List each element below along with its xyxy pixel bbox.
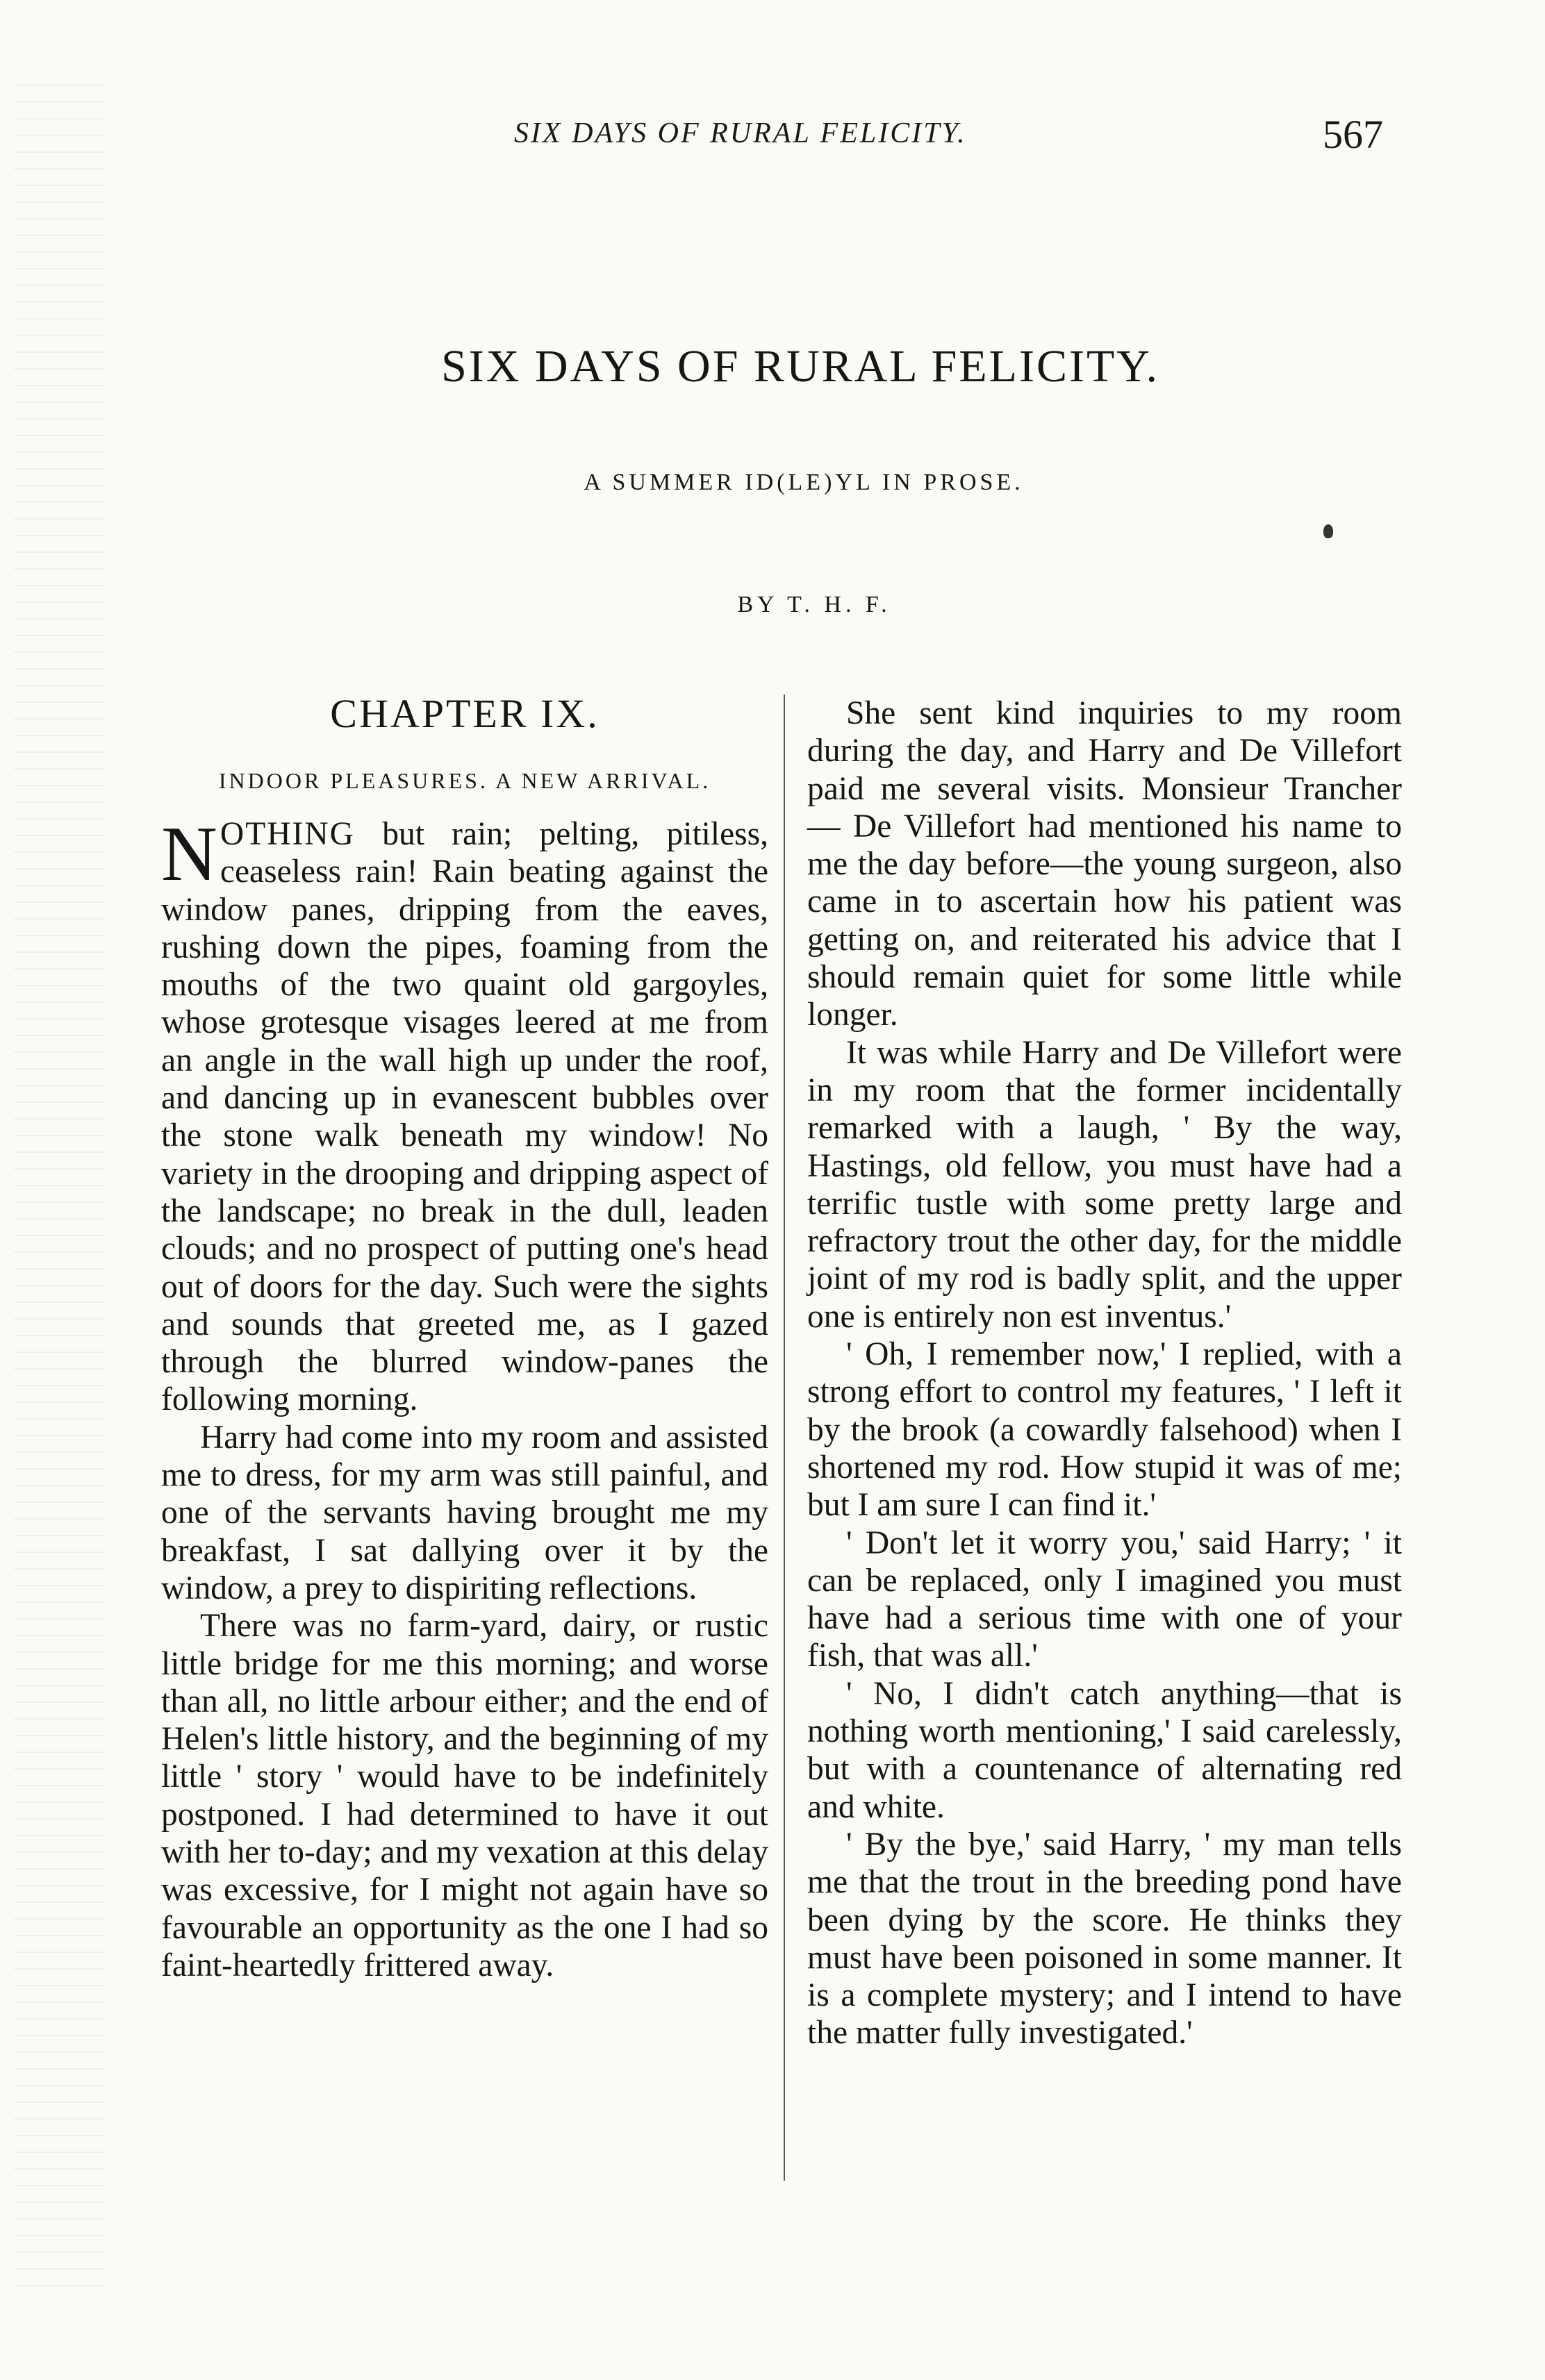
lead-word: OTHING xyxy=(220,816,355,852)
paragraph: It was while Harry and De Villefort were in my room that the former incidentally remarked with a laugh, ' By the way, Hastings, old fellow, you must have had a terrific tustle with some pretty large and refractory trout the other day, for the middle joint of my rod is badly split, and the upper one is entirely non est inventus.' xyxy=(807,1034,1402,1335)
chapter-subheading: INDOOR PLEASURES. A NEW ARRIVAL. xyxy=(218,768,711,793)
paragraph: ' Oh, I remember now,' I replied, with a strong effort to control my features, ' I left it by the brook (a cowardly falsehood) when I shortened my rod. How stupid it was of me; but I am sure I can find it.' xyxy=(807,1336,1402,1524)
paragraph: She sent kind inquiries to my room during the day, and Harry and De Villefort paid me several visits. Monsieur Trancher — De Villefort had mentioned his name to me the day before—the young surgeon, also came in to ascertain how his patient was getting on, and reiterated his advice that I should remain quiet for some little while longer. xyxy=(807,695,1402,1033)
page-number: 567 xyxy=(1323,112,1383,157)
running-head: SIX DAYS OF RURAL FELICITY. xyxy=(514,117,967,149)
paragraph: ' Don't let it worry you,' said Harry; ' it can be replaced, only I imagined you must have had a serious time with one of your fish, that was all.' xyxy=(807,1524,1402,1674)
paragraph: ' No, I didn't catch anything—that is nothing worth mentioning,' I said carelessly, but with a countenance of alternating red and white. xyxy=(807,1675,1402,1825)
chapter-heading: CHAPTER IX. xyxy=(330,691,600,736)
left-column xyxy=(161,692,768,1984)
article-subtitle: A SUMMER ID(LE)YL IN PROSE. xyxy=(584,469,1024,495)
paragraph: There was no farm-yard, dairy, or rustic little bridge for me this morning; and worse than all, no little arbour either; and the end of Helen's little history, and the beginning of my little ' story ' would have to be indefinitely postponed. I had determined to have it out with her to-day; and my vexation at this delay was excessive, for I might not again have so favourable an opportunity as the one I had so faint-heartedly frittered away. xyxy=(161,1608,768,1983)
paragraph: Harry had come into my room and assisted me to dress, for my arm was still painful, and one of the servants having brought me my breakfast, I sat dallying over it by the window, a prey to dispiriting reflections. xyxy=(161,1419,768,1606)
paragraph xyxy=(161,811,768,1419)
page-edge-smudge xyxy=(14,69,104,2292)
ink-blot-icon xyxy=(1323,524,1333,538)
article-title: SIX DAYS OF RURAL FELICITY. xyxy=(441,341,1159,392)
paragraph: ' By the bye,' said Harry, ' my man tells me that the trout in the breeding pond have been dying by the score. He thinks they must have been poisoned in some manner. It is a complete mystery; and I intend to have the matter fully investigated.' xyxy=(807,1826,1402,2052)
article-byline: BY T. H. F. xyxy=(737,592,891,617)
right-column xyxy=(807,694,1402,2052)
drop-cap: N xyxy=(161,811,216,897)
paragraph-text: but rain; pelting, pitiless, ceaseless rain! Rain beating against the window panes, dripping from the eaves, rushing down the pipes, foaming from the mouths of the two quaint old gargoyles, whose grotesque visages leered at me from an angle in the wall high up under the roof, and dancing up in evanescent bubbles over the stone walk beneath my window! No variety in the drooping and dripping aspect of the landscape; no break in the dull, leaden clouds; and no prospect of putting one's head out of doors for the day. Such were the sights and sounds that greeted me, as I gazed through the blurred window-panes the following morning. xyxy=(161,816,768,1418)
column-divider xyxy=(784,694,785,2181)
